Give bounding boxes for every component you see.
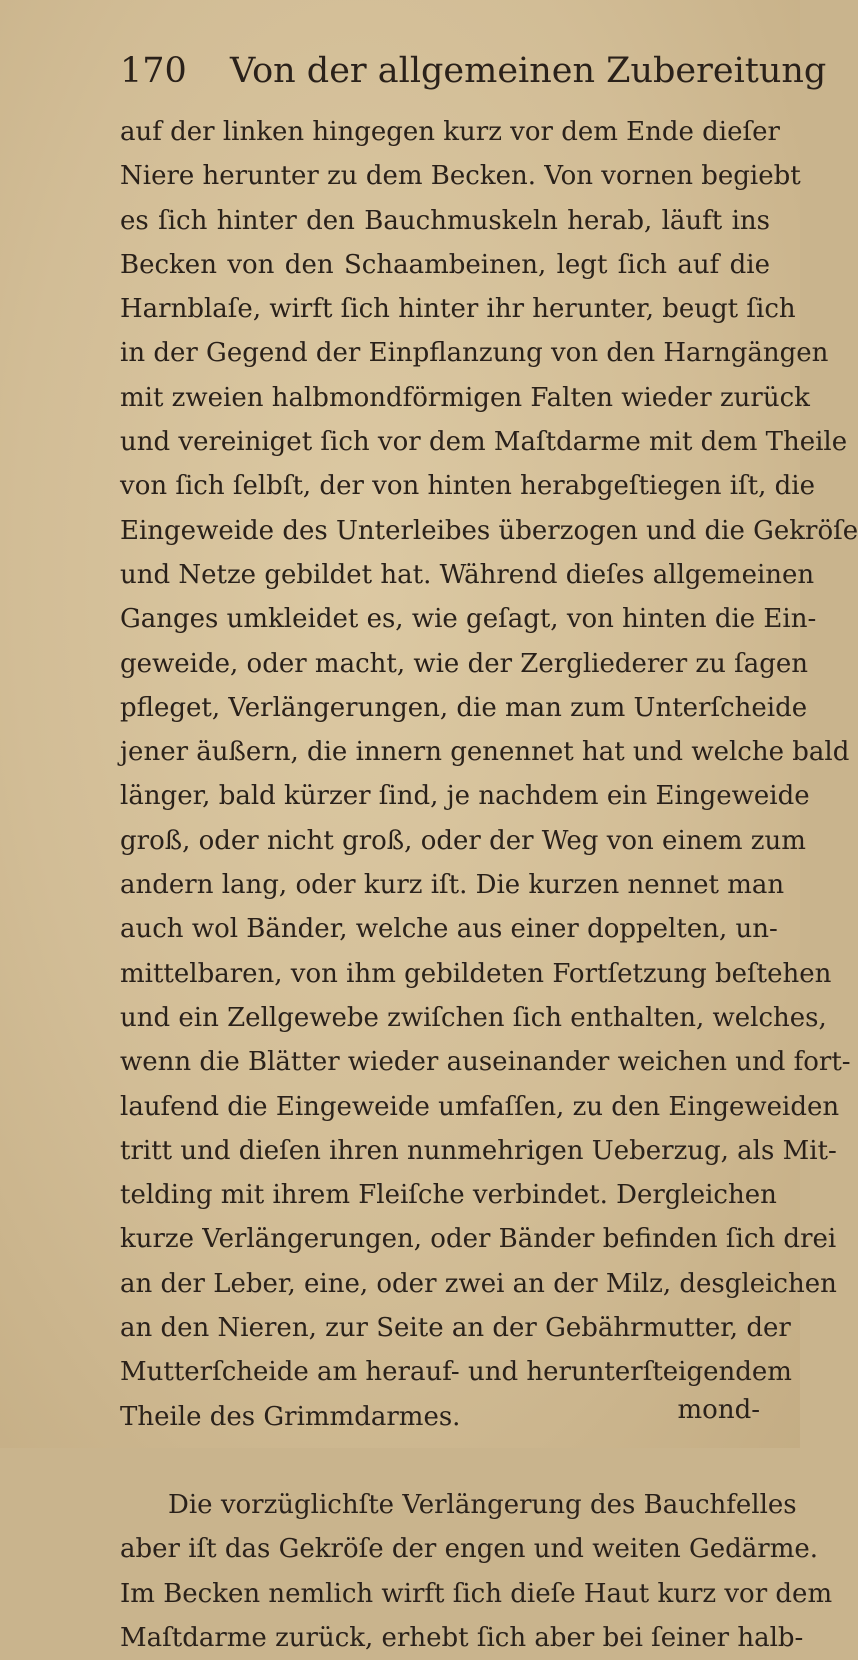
page-body [120,110,858,1660]
text-line: mit zweien halbmondförmigen Falten wieder zurück [120,382,810,413]
paragraph-2 [120,1483,833,1660]
text-line: Niere herunter zu dem Becken. Von vornen begiebt [120,161,801,192]
text-line: Becken von den Schaambeinen, legt ſich auf die [120,249,770,280]
text-line: an der Leber, eine, oder zwei an der Milz, desgleichen [120,1268,837,1299]
text-line: pfleget, Verlängerungen, die man zum Unterſcheide [120,692,808,723]
text-line: auch wol Bänder, welche aus einer doppelten, un- [120,914,778,945]
paragraph-gap [120,1439,770,1483]
text-line: Die vorzüglichſte Verlängerung des Bauchfelles [168,1489,797,1520]
text-line: von ſich ſelbſt, der von hinten herabgeſtiegen iſt, die [120,471,815,502]
text-line: andern lang, oder kurz iſt. Die kurzen nennet man [120,870,785,901]
text-line: Ganges umkleidet es, wie geſagt, von hinten die Ein- [120,604,817,635]
text-line: tritt und dieſen ihren nunmehrigen Ueberzug, als Mit- [120,1135,837,1166]
page-header [120,46,827,96]
text-line: kurze Verlängerungen, oder Bänder befinden ſich drei [120,1224,837,1255]
text-line: laufend die Eingeweide umfaſſen, zu den Eingeweiden [120,1091,840,1122]
text-line: Maſtdarme zurück, erhebt ſich aber bei ſeiner halb- [120,1622,804,1653]
text-line: aber iſt das Gekröſe der engen und weiten Gedärme. [120,1534,819,1565]
text-line: an den Nieren, zur Seite an der Gebährmutter, der [120,1313,791,1344]
catchword: mond- [677,1395,760,1425]
page-number: 170 [120,51,187,91]
running-title: Von der allgemeinen Zubereitung [230,51,827,91]
text-line: länger, bald kürzer ſind, je nachdem ein Eingeweide [120,781,810,812]
text-line: geweide, oder macht, wie der Zergliederer zu ſagen [120,648,808,679]
text-line: Im Becken nemlich wirft ſich dieſe Haut kurz vor dem [120,1578,833,1609]
paragraph-1 [120,110,858,1439]
text-line: Eingeweide des Unterleibes überzogen und die Gekröſe [120,515,858,546]
text-line: jener äußern, die innern genennet hat und welche bald [120,737,850,768]
text-line: und Netze gebildet hat. Während dieſes allgemeinen [120,559,815,590]
text-line: wenn die Blätter wieder auseinander weichen und fort- [120,1047,851,1078]
text-line: groß, oder nicht groß, oder der Weg von einem zum [120,825,806,856]
text-line: Harnblaſe, wirft ſich hinter ihr herunter, beugt ſich [120,294,796,325]
text-line: auf der linken hingegen kurz vor dem Ende dieſer [120,117,780,147]
text-line: mittelbaren, von ihm gebildeten Fortſetzung beſtehen [120,958,832,989]
text-line: es ſich hinter den Bauchmuskeln herab, läuft ins [120,205,770,236]
text-line: Mutterſcheide am herauf- und herunterſteigendem [120,1357,792,1388]
text-line: telding mit ihrem Fleiſche verbindet. Dergleichen [120,1180,777,1211]
text-line: und vereiniget ſich vor dem Maſtdarme mit dem Theile [120,427,848,458]
text-line: und ein Zellgewebe zwiſchen ſich enthalten, welches, [120,1002,827,1033]
text-line: Theile des Grimmdarmes. [120,1401,461,1432]
text-line: in der Gegend der Einpflanzung von den Harngängen [120,338,829,369]
